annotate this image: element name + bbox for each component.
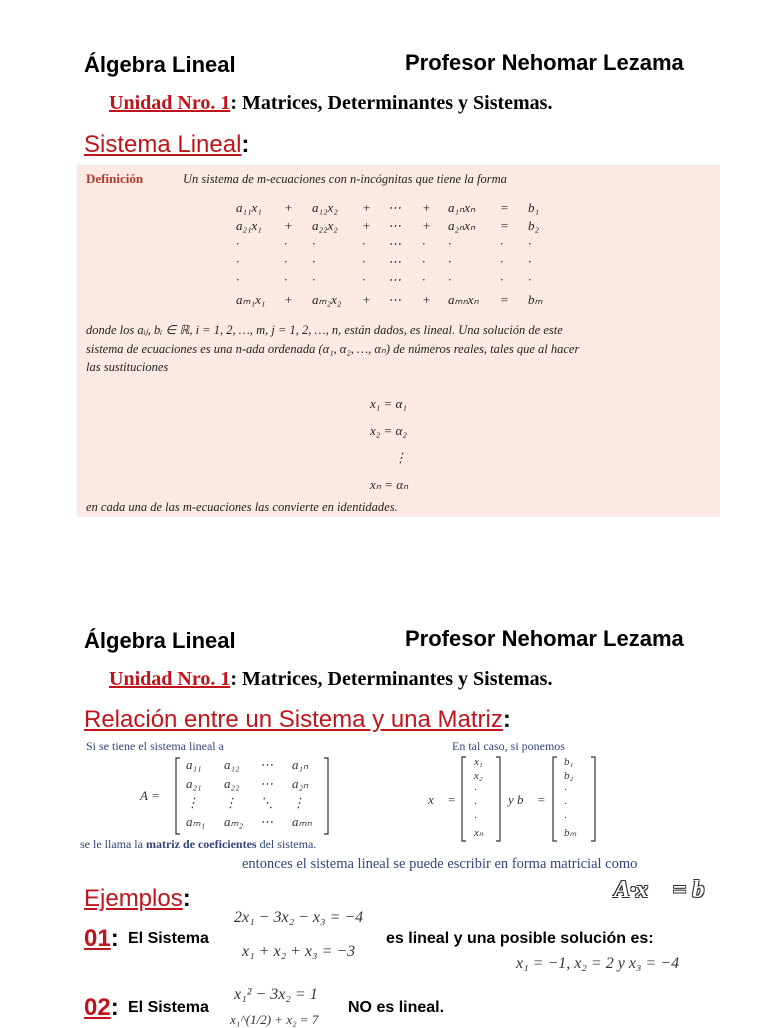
example-1-number-text: 01: [84, 925, 111, 952]
matricial-text: entonces el sistema lineal se puede escribir en forma matricial como: [242, 856, 638, 872]
equation-cell: +: [284, 292, 293, 307]
equation-cell: ·: [422, 236, 426, 251]
equation-cell: ⋯: [388, 218, 401, 233]
unit-title: : Matrices, Determinantes y Sistemas.: [230, 92, 553, 114]
example-2-equation-1: x₁² − 3x₂ = 1: [234, 986, 318, 1003]
equation-cell: ·: [362, 254, 366, 269]
examples-title-text: Ejemplos: [84, 885, 183, 912]
matrix-a-cell: aₘₙ: [292, 814, 312, 829]
equation-cell: ·: [362, 272, 366, 287]
matrix-a-cell: ⋮: [186, 795, 199, 810]
professor-name-2: Profesor Nehomar Lezama: [405, 626, 684, 651]
equation-cell: a₂₁x₁: [236, 218, 262, 233]
matrix-a-cell: ⋯: [260, 757, 273, 772]
equation-cell: +: [362, 200, 371, 215]
equation-cell: +: [362, 292, 371, 307]
equation-cell: ⋯: [388, 272, 401, 287]
example-2-equation-2: x₁^(1/2) + x₂ = 7: [230, 1012, 319, 1027]
unit-label: Unidad Nro. 1: [109, 92, 231, 114]
matrix-a-cell: aₘ₁: [186, 814, 206, 829]
x-vector-label: x⃗ =: [428, 792, 456, 807]
b-vector-cell: ·: [564, 812, 567, 824]
equation-cell: =: [500, 292, 509, 307]
matricial-formula: A·x⃗ = b⃗: [614, 877, 724, 903]
x-vector-cell: x₂: [474, 770, 483, 782]
b-vector-cell: b₂: [564, 770, 574, 782]
x-vector-cell: ·: [474, 784, 477, 796]
equation-cell: ·: [528, 236, 532, 251]
example-1-number: [84, 925, 119, 953]
x-vector-cell: x₁: [474, 756, 483, 768]
definition-label: Definición: [86, 171, 144, 186]
coefficients-pre: se le llama la: [80, 837, 146, 851]
definition-closing: en cada una de las m-ecuaciones las convierte en identidades.: [86, 500, 398, 514]
equation-cell: b₂: [528, 218, 540, 233]
b-vector-cell: bₘ: [564, 827, 577, 839]
x-vector-cell: ·: [474, 798, 477, 810]
matrix-a-cell: a₁₁: [186, 757, 202, 772]
equation-cell: aₘ₂x₂: [312, 292, 342, 307]
equation-cell: ·: [236, 236, 240, 251]
equation-cell: ⋯: [388, 254, 401, 269]
examples-title: [84, 885, 191, 913]
matrix-a-cell: ⋮: [292, 795, 305, 810]
definition-line-3: las sustituciones: [86, 360, 169, 374]
section-title-2-text: Relación entre un Sistema y una Matriz: [84, 706, 503, 733]
equation-cell: a₂ₙxₙ: [448, 218, 476, 233]
equation-cell: bₘ: [528, 292, 543, 307]
then-text: En tal caso, si ponemos: [452, 739, 565, 753]
equation-cell: =: [500, 218, 509, 233]
equation-cell: a₁₂x₂: [312, 200, 338, 215]
equation-cell: ·: [236, 254, 240, 269]
equation-cell: ·: [312, 254, 316, 269]
equation-cell: +: [422, 200, 431, 215]
substitution-dots: ⋮: [394, 450, 407, 465]
b-vector-cell: b₁: [564, 756, 574, 768]
matrix-a-cell: a₁ₙ: [292, 757, 309, 772]
example-1-colon: :: [110, 925, 119, 952]
substitution-1: x₁ = α₁: [370, 396, 407, 411]
matrix-a-cell: ⋱: [260, 795, 273, 810]
equation-cell: aₘₙxₙ: [448, 292, 479, 307]
matrix-a-cell: ⋯: [260, 776, 273, 791]
substitutions: [370, 390, 408, 498]
substitution-n: xₙ = αₙ: [370, 477, 409, 492]
matrix-a-cell: a₁₂: [224, 757, 240, 772]
example-2-text: NO es lineal.: [348, 999, 445, 1016]
unit-label-2: Unidad Nro. 1: [109, 668, 231, 690]
equation-cell: ·: [362, 236, 366, 251]
substitution-2: x₂ = α₂: [370, 423, 407, 438]
equation-cell: ·: [448, 236, 452, 251]
coefficients-bold: matriz de coeficientes: [145, 837, 257, 851]
equation-cell: ·: [312, 272, 316, 287]
matrix-a-cell: a₂₁: [186, 776, 202, 791]
example-1-label: El Sistema: [128, 930, 209, 947]
equation-cell: ·: [448, 254, 452, 269]
equation-cell: a₁ₙxₙ: [448, 200, 476, 215]
examples-title-colon: :: [182, 885, 191, 912]
b-vector-cell: ·: [564, 798, 567, 810]
equation-cell: ·: [422, 254, 426, 269]
example-1-equation-2: x₁ + x₂ + x₃ = −3: [242, 943, 356, 960]
definition-line-2: sistema de ecuaciones es una n-ada ordenada (α₁, α₂, …, αₙ) de números reales, tales que al hacer: [86, 342, 580, 356]
equation-cell: +: [362, 218, 371, 233]
coefficients-post: del sistema.: [256, 837, 317, 851]
given-text: Si se tiene el sistema lineal a: [86, 739, 224, 753]
equation-cell: ·: [448, 272, 452, 287]
example-2-colon: :: [110, 994, 119, 1021]
example-1-text: es lineal y una posible solución es:: [386, 930, 654, 947]
matrix-a-cell: ⋯: [260, 814, 273, 829]
equation-cell: ·: [312, 236, 316, 251]
example-2-number-text: 02: [84, 994, 111, 1021]
equation-cell: +: [284, 218, 293, 233]
unit-heading: [109, 92, 552, 115]
equation-cell: +: [422, 292, 431, 307]
b-vector-cell: ·: [564, 784, 567, 796]
matrix-a-cell: aₘ₂: [224, 814, 244, 829]
section-title-colon: :: [241, 131, 250, 158]
equation-cell: a₁₁x₁: [236, 200, 262, 215]
matrix-a-cell: a₂ₙ: [292, 776, 309, 791]
equation-cell: ⋯: [388, 292, 401, 307]
equation-cell: ⋯: [388, 236, 401, 251]
equation-cell: ·: [500, 272, 504, 287]
b-vector-label: y b⃗ =: [508, 792, 546, 807]
section-title-text: Sistema Lineal: [84, 131, 242, 158]
section-title: [84, 131, 249, 159]
equation-cell: ·: [284, 236, 288, 251]
equation-cell: +: [422, 218, 431, 233]
equation-cell: ·: [284, 272, 288, 287]
example-2-number: [84, 994, 119, 1022]
matrix-a-cell: a₂₂: [224, 776, 240, 791]
example-1-solution: x₁ = −1, x₂ = 2 y x₃ = −4: [516, 955, 680, 972]
equation-cell: =: [500, 200, 509, 215]
equation-cell: ·: [500, 254, 504, 269]
example-2-label: El Sistema: [128, 999, 209, 1016]
equation-cell: ·: [422, 272, 426, 287]
section-title-2: [84, 706, 511, 734]
equation-cell: ·: [528, 254, 532, 269]
definition-line-1: donde los aᵢⱼ, bᵢ ∈ ℝ, i = 1, 2, …, m, j = 1, 2, …, n, están dados, es lineal. Una solución de este: [86, 323, 563, 337]
matrix-a-label: A =: [140, 788, 160, 803]
equation-cell: ·: [528, 272, 532, 287]
professor-name: Profesor Nehomar Lezama: [405, 50, 684, 75]
equation-cell: +: [284, 200, 293, 215]
definition-intro: Un sistema de m-ecuaciones con n-incógnitas que tiene la forma: [183, 172, 507, 186]
course-title-2: Álgebra Lineal: [84, 628, 236, 653]
matrix-a-cell: ⋮: [224, 795, 237, 810]
unit-heading-2: [109, 668, 552, 691]
equation-cell: ·: [284, 254, 288, 269]
equation-cell: b₁: [528, 200, 540, 215]
equation-cell: ⋯: [388, 200, 401, 215]
equation-cell: a₂₂x₂: [312, 218, 338, 233]
equation-cell: ·: [236, 272, 240, 287]
coefficients-text: [80, 837, 316, 852]
course-title: Álgebra Lineal: [84, 52, 236, 77]
x-vector-cell: ·: [474, 812, 477, 824]
x-vector-cell: xₙ: [474, 827, 484, 839]
equation-cell: aₘ₁x₁: [236, 292, 266, 307]
example-1-equation-1: 2x₁ − 3x₂ − x₃ = −4: [234, 909, 364, 926]
section-title-2-colon: :: [502, 706, 511, 733]
unit-title-2: : Matrices, Determinantes y Sistemas.: [230, 668, 553, 690]
equation-cell: ·: [500, 236, 504, 251]
